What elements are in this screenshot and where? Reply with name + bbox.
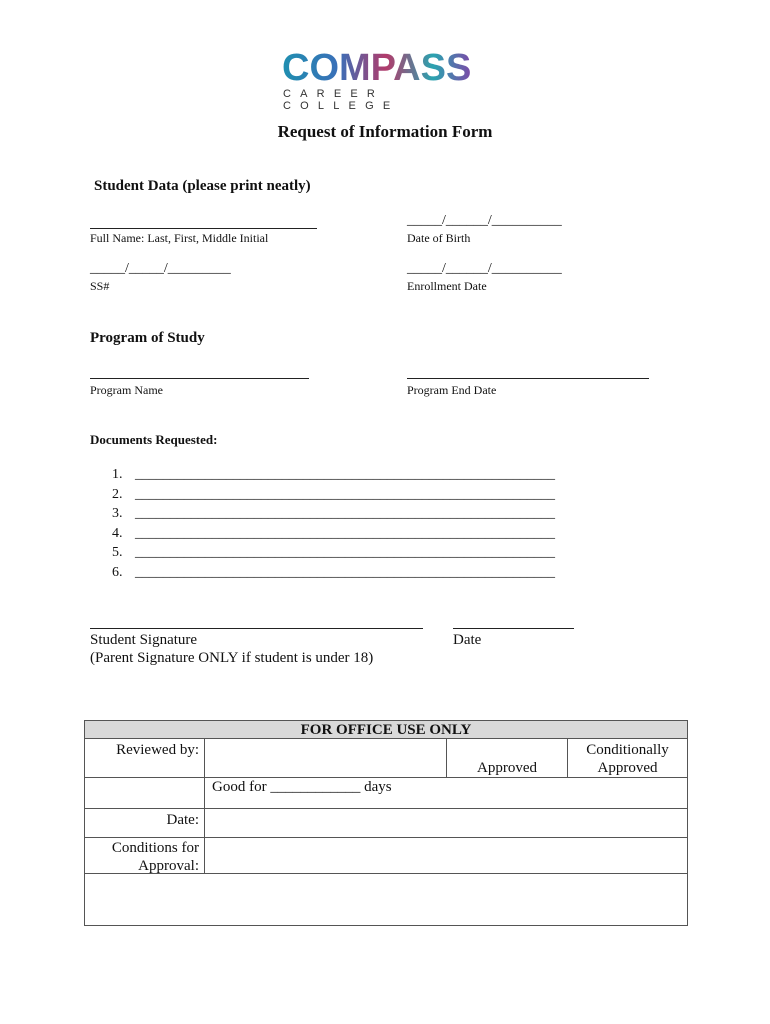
document-item[interactable] bbox=[112, 524, 555, 544]
enrollment-line[interactable]: _____/______/__________ bbox=[407, 261, 562, 276]
full-name-label: Full Name: Last, First, Middle Initial bbox=[90, 231, 269, 245]
document-blank: ____________________________________________________________ bbox=[135, 467, 555, 482]
document-number: 4. bbox=[112, 525, 123, 541]
document-item[interactable] bbox=[112, 465, 555, 485]
full-name-line[interactable] bbox=[90, 228, 317, 229]
document-number: 2. bbox=[112, 486, 123, 502]
program-name-line[interactable] bbox=[90, 378, 309, 379]
document-blank: ____________________________________________________________ bbox=[135, 506, 555, 521]
document-blank: ____________________________________________________________ bbox=[135, 564, 555, 580]
document-item[interactable] bbox=[112, 504, 555, 524]
document-blank: ____________________________________________________________ bbox=[135, 545, 555, 560]
parent-signature-note: (Parent Signature ONLY if student is under 18) bbox=[90, 650, 374, 666]
program-heading: Program of Study bbox=[90, 330, 205, 346]
good-for-days[interactable]: Good for ____________ days bbox=[212, 779, 392, 795]
document-item[interactable] bbox=[112, 485, 555, 505]
college-logo bbox=[280, 47, 495, 112]
document-number: 1. bbox=[112, 467, 123, 482]
document-item[interactable] bbox=[112, 563, 555, 583]
notes-area[interactable] bbox=[85, 874, 687, 925]
document-blank: ____________________________________________________________ bbox=[135, 486, 555, 502]
office-use-header: FOR OFFICE USE ONLY bbox=[85, 721, 687, 739]
document-item[interactable] bbox=[112, 543, 555, 563]
office-date-field[interactable] bbox=[205, 809, 687, 837]
documents-heading: Documents Requested: bbox=[90, 432, 218, 447]
student-data-heading: Student Data (please print neatly) bbox=[94, 178, 311, 194]
ssn-label: SS# bbox=[90, 279, 110, 293]
ssn-line[interactable]: _____/_____/_________ bbox=[90, 261, 231, 276]
conditions-text-2: Approval: bbox=[138, 858, 199, 874]
conditions-text-1: Conditions for bbox=[111, 840, 199, 856]
document-blank: ____________________________________________________________ bbox=[135, 525, 555, 541]
logo-subtitle: CAREER COLLEGE bbox=[283, 88, 400, 112]
document-number: 5. bbox=[112, 545, 123, 560]
dob-label: Date of Birth bbox=[407, 231, 471, 245]
conditions-field[interactable] bbox=[205, 838, 687, 873]
signature-date-line[interactable] bbox=[453, 628, 574, 629]
dob-line[interactable]: _____/______/__________ bbox=[407, 213, 562, 228]
office-date-label: Date: bbox=[166, 812, 199, 828]
office-use-box bbox=[84, 720, 688, 926]
approved-option[interactable]: Approved bbox=[477, 760, 537, 776]
program-name-label: Program Name bbox=[90, 383, 163, 397]
program-end-label: Program End Date bbox=[407, 383, 497, 397]
reviewed-by-field[interactable] bbox=[205, 740, 445, 776]
signature-label: Student Signature bbox=[90, 632, 198, 648]
reviewed-by-label: Reviewed by: bbox=[116, 742, 199, 758]
signature-date-label: Date bbox=[453, 632, 482, 648]
signature-line[interactable] bbox=[90, 628, 423, 629]
conditionally-text: Conditionally bbox=[586, 742, 669, 758]
enrollment-label: Enrollment Date bbox=[407, 279, 487, 293]
logo-wordmark: COMPASS bbox=[282, 47, 472, 89]
approved-text: Approved bbox=[597, 760, 658, 776]
conditions-label bbox=[85, 839, 199, 875]
form-title: Request of Information Form bbox=[277, 122, 493, 141]
program-end-line[interactable] bbox=[407, 378, 649, 379]
document-number: 3. bbox=[112, 506, 123, 521]
document-number: 6. bbox=[112, 564, 123, 580]
documents-list bbox=[112, 465, 555, 582]
conditionally-approved-option[interactable] bbox=[568, 741, 687, 777]
